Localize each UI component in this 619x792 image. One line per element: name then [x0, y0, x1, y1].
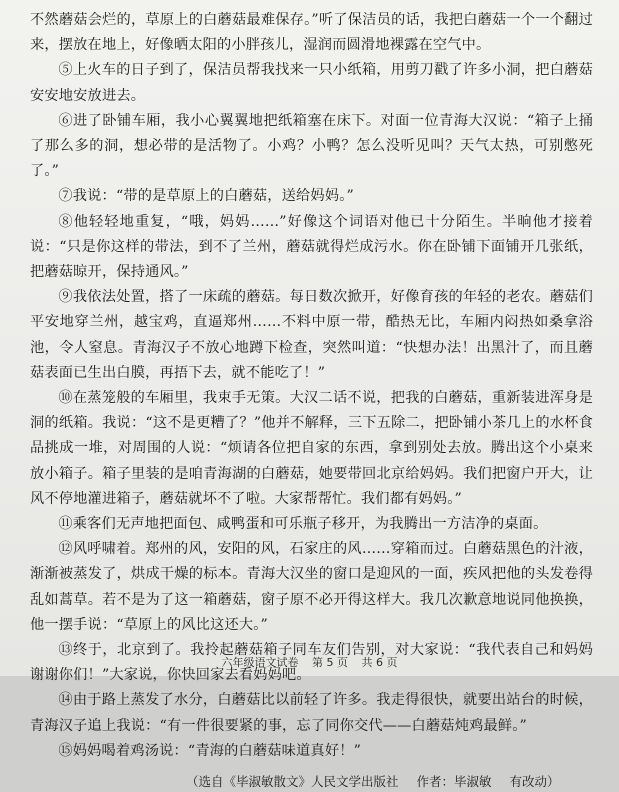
footer-total-pages: 共 6 页: [361, 656, 398, 669]
passage-paragraph: 不然蘑菇会烂的，草原上的白蘑菇最难保存。”听了保洁员的话，我把白蘑菇一个一个翻过来，摆放在地上，好像晒太阳的小胖孩儿，湿润而圆滑地裸露在空气中。: [30, 12, 593, 54]
page-footer: [0, 654, 619, 670]
passage-paragraph-14: ⑭由于路上蒸发了水分，白蘑菇比以前轻了许多。我走得很快，就要出站台的时候，青海汉子追上我说：“有一件很要紧的事，忘了同你交代——白蘑菇炖鸡最鲜。”: [30, 692, 593, 734]
source-author: 作者：毕淑敏: [416, 774, 492, 790]
passage-paragraph-13: ⑬终于，北京到了。我拎起蘑菇箱子同车友们告别，对大家说：“我代表自己和妈妈谢谢你们！”大家说，你快回家去看妈妈吧。: [30, 642, 593, 684]
passage-paragraph-10: ⑩在蒸笼般的车厢里，我束手无策。大汉二话不说，把我的白蘑菇，重新装进浑身是洞的纸箱。我说：“这不是更糟了？”他并不解释，三下五除二，把卧铺小茶几上的水杯食品挑成一堆，对周围的人说：“烦请各位把自家的东西，拿到别处去放。腾出这个小桌来放小箱子。箱子里装的是咱青海湖的白蘑菇，她要带回北京给妈妈。我们把窗户开大，让风不停地灌进箱子，蘑菇就坏不了啦。大家帮帮忙。我们都有妈妈。”: [30, 390, 593, 507]
passage-paragraph-7: ⑦我说：“带的是草原上的白蘑菇，送给妈妈。”: [58, 188, 354, 205]
footer-page-number: 第 5 页: [312, 656, 348, 669]
passage-paragraph-11: ⑪乘客们无声地把面包、咸鸭蛋和可乐瓶子移开，为我腾出一方洁净的桌面。: [58, 516, 548, 533]
source-citation: [30, 772, 593, 792]
passage-paragraph-6: ⑥进了卧铺车厢，我小心翼翼地把纸箱塞在床下。对面一位青海大汉说：“箱子上捅了那么多的洞，想必带的是活物了。小鸡？小鸭？怎么没听见叫？天气太热，可别憋死了。”: [30, 112, 593, 180]
footer-exam-title: 六年级语文试卷: [221, 656, 299, 669]
passage-paragraph-5: ⑤上火车的日子到了，保洁员帮我找来一只小纸箱，用剪刀戳了许多小洞，把白蘑菇安安地安放进去。: [30, 62, 593, 104]
source-note: 有改动）: [509, 774, 560, 790]
source-origin: （选自《毕淑敏散文》人民文学出版社: [186, 774, 399, 790]
passage-paragraph-15: ⑮妈妈喝着鸡汤说：“青海的白蘑菇味道真好！”: [58, 742, 362, 759]
passage-paragraph-9: ⑨我依法处置，搭了一床疏的蘑菇。每日数次掀开，好像育孩的年轻的老农。蘑菇们平安地穿兰州，越宝鸡，直逼郑州……不料中原一带，酷热无比，车厢内闷热如桑拿浴池，令人窒息。青海汉子不放心地蹲下检查，突然叫道：“快想办法！出黑汁了，而且蘑菇表面已生出白膜，再捂下去，就不能吃了！”: [30, 289, 593, 381]
passage-paragraph-8: ⑧他轻轻地重复，“哦，妈妈……”好像这个词语对他已十分陌生。半晌他才接着说：“只是你这样的带法，到不了兰州，蘑菇就得烂成污水。你在卧铺下面铺开几张纸，把蘑菇晾开，保持通风。”: [30, 213, 593, 281]
passage-paragraph-12: ⑫风呼啸着。郑州的风，安阳的风，石家庄的风……穿箱而过。白蘑菇黑色的汁液，渐渐被蒸发了，烘成干燥的标本。青海大汉坐的窗口是迎风的一面，疾风把他的头发卷得乱如蒿草。若不是为了这一箱蘑菇，窗子原不必开得这样大。我几次歉意地说同他换换，他一摆手说：“草原上的风比这还大。”: [30, 541, 593, 633]
